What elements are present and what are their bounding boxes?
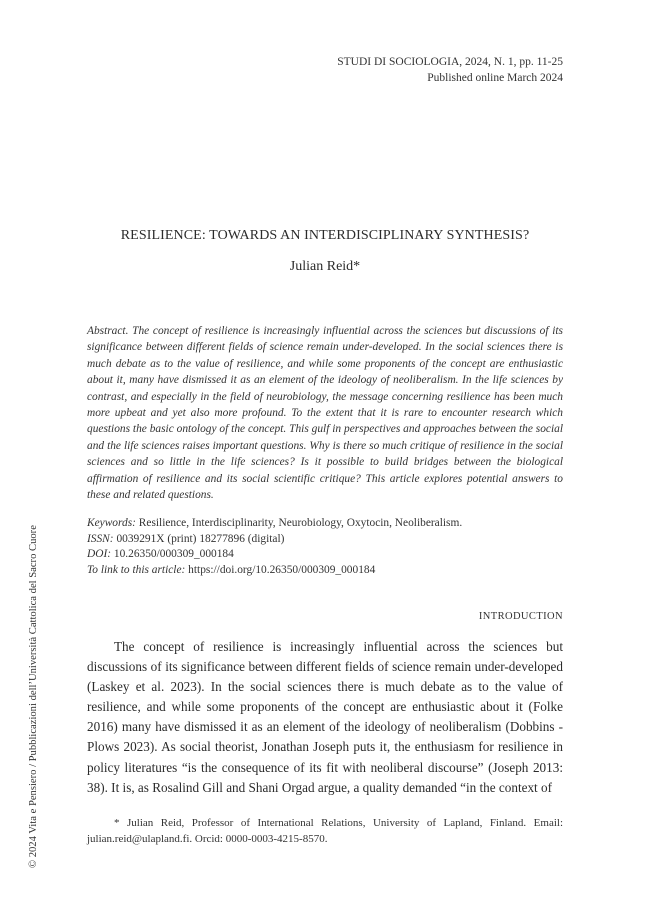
doi-value: 10.26350/000309_000184 [113, 548, 234, 561]
keywords-row [87, 516, 563, 532]
article-author: Julian Reid* [289, 259, 361, 274]
doi-label: DOI: [87, 548, 112, 561]
side-copyright: © 2024 Vita e Pensiero / Pubblicazioni dell’Università Cattolica del Sacro Cuore [28, 525, 39, 868]
article-link[interactable]: https://doi.org/10.26350/000309_000184 [188, 563, 376, 576]
link-row [87, 563, 563, 579]
article-title: RESILIENCE: TOWARDS AN INTERDISCIPLINARY SYNTHESIS? [120, 228, 530, 243]
author-footnote: * Julian Reid, Professor of International Relations, University of Lapland, Finland. Email: julian.reid@ulapland.fi. Orcid: 0000-0003-4215-8570. [87, 817, 563, 845]
article-metadata [87, 516, 563, 578]
journal-citation: STUDI DI SOCIOLOGIA, 2024, N. 1, pp. 11-25 [337, 56, 563, 68]
journal-header [337, 54, 563, 86]
abstract: Abstract. The concept of resilience is increasingly influential across the sciences but discussions of its significance between different fields of science remain under-developed. In the social sciences there is much debate as to the value of resilience, and while some proponents of the concept are enthusiastic about it, many have dismissed it as an element of the ideology of neoliberalism. In the life sciences by contrast, and especially in the field of neurobiology, the message concerning resilience has been much more upbeat and yet also more profound. To the extent that it is rare to encounter research which questions the basic ontology of the concept. This gulf in perspectives and approaches between the social and the life sciences raises important questions. Why is there so much critique of resilience in the social sciences and so little in the life sciences? Is it possible to build bridges between the biological affirmation of resilience and its social scientific critique? This article explores potential answers to these and related questions. [87, 325, 563, 502]
issn-label: ISSN: [87, 532, 114, 545]
issn-row [87, 532, 563, 548]
link-label: To link to this article: [87, 563, 186, 576]
intro-paragraph: The concept of resilience is increasingly influential across the sciences but discussions of its significance between different fields of science remain under-developed (Laskey et al. 2023). In the social sciences there is much debate as to the value of resilience, and while some proponents of the concept are enthusiastic about it (Folke 2016) many have dismissed it as an element of the ideology of neoliberalism (Dobbins - Plows 2023). As social theorist, Jonathan Joseph puts it, the enthusiasm for resilience in policy literatures “is the consequence of its fit with neoliberal discourse” (Joseph 2013: 38). It is, as Rosalind Gill and Shani Orgad argue, a quality demanded “in the context of [87, 639, 563, 795]
doi-row [87, 547, 563, 563]
keywords-label: Keywords: [87, 517, 136, 529]
keywords-value: Resilience, Interdisciplinarity, Neurobiology, Oxytocin, Neoliberalism. [138, 517, 463, 529]
section-heading: INTRODUCTION [478, 611, 563, 622]
published-date: Published online March 2024 [427, 72, 563, 84]
issn-value: 0039291X (print) 18277896 (digital) [116, 532, 285, 545]
